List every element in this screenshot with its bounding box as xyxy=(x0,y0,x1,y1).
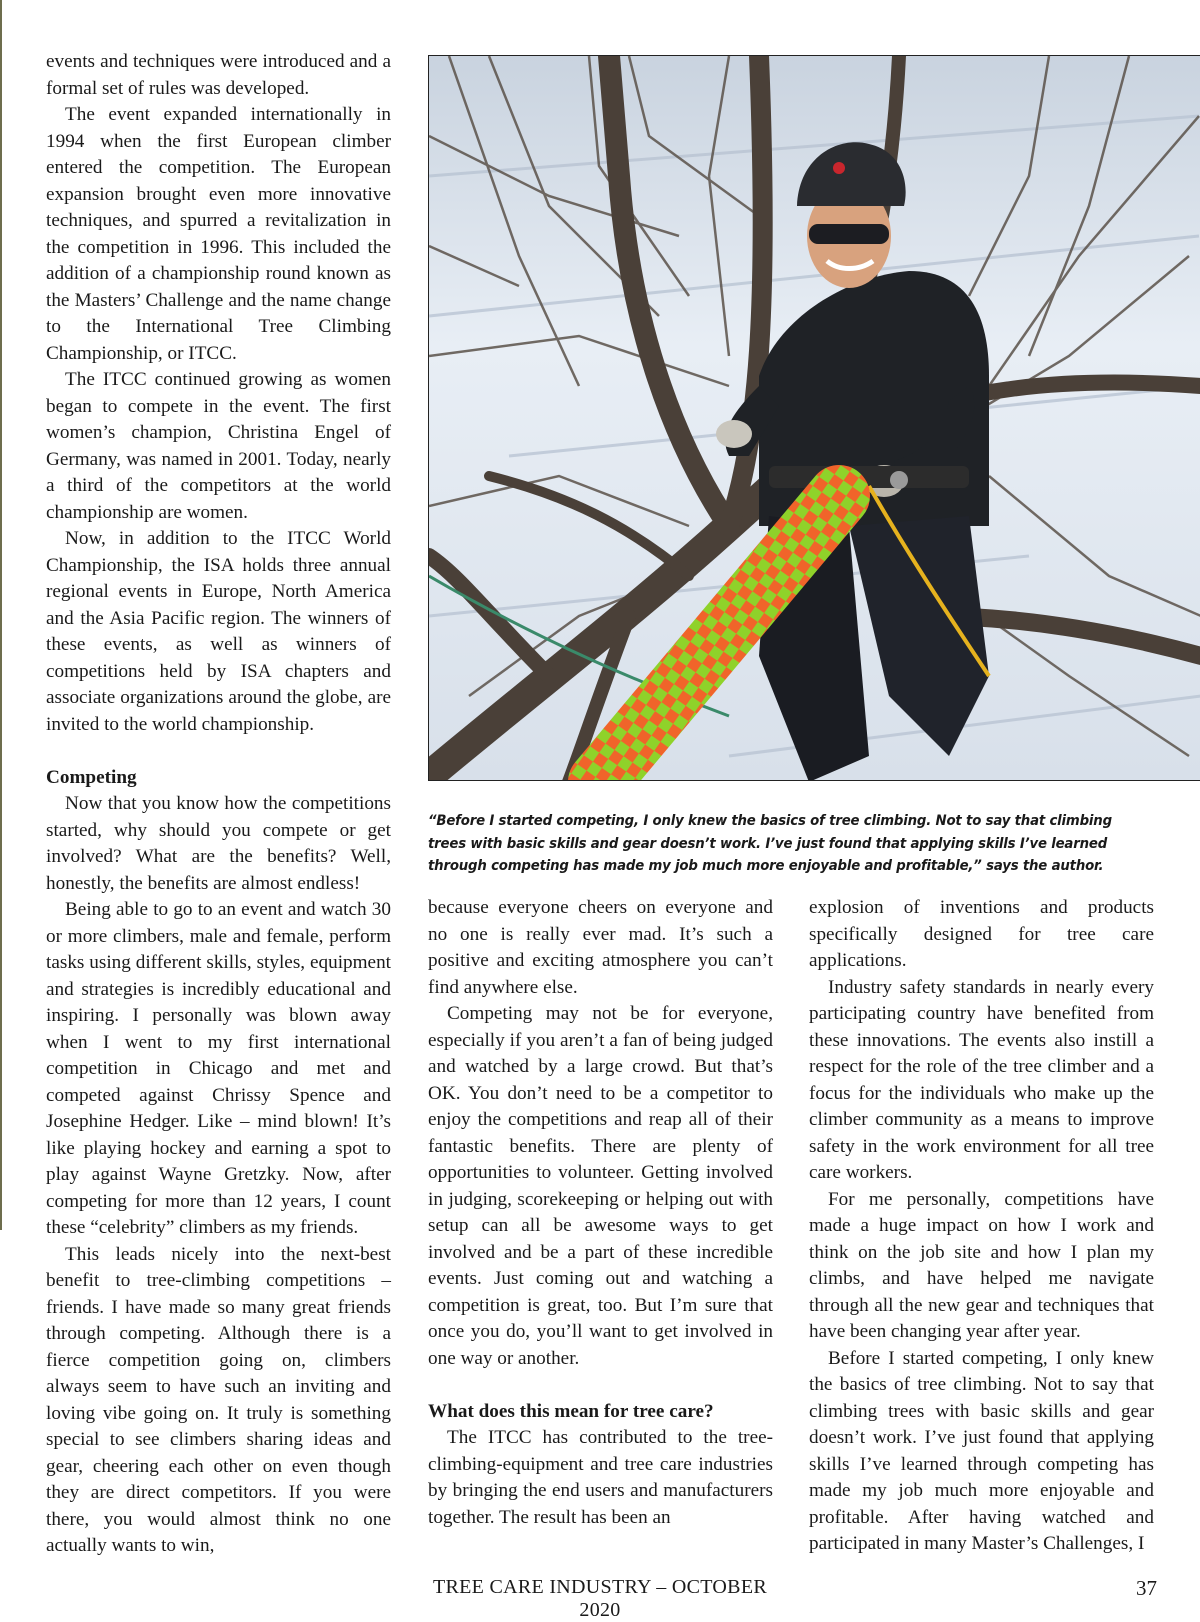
paragraph: Being able to go to an event and watch 30 or more climbers, male and female, perform tasks using different skills, styles, equipment and strategies is incredibly educational and inspiring. I personally was blown away when I went to my first international competition in Chicago and met and competed against Chrissy Spence and Josephine Hedger. Like – mind blown! It’s like playing hockey and earning a spot to play against Wayne Gretzky. Now, after competing for more than 12 years, I count these “celebrity” climbers as my friends. xyxy=(46,899,391,1238)
section-heading-tree-care: What does this mean for tree care? xyxy=(428,1400,714,1422)
section-heading-competing: Competing xyxy=(46,766,137,788)
paragraph: This leads nicely into the next-best benefit to tree-climbing competitions – friends. I have made so many great friends through competing. Although there is a fierce competition going on, climbers always seem to have such an inviting and loving vibe going on. It truly is something special to see climbers sharing ideas and gear, cheering each other on even though they are direct competitors. If you were there, you would almost think no one actually wants to win, xyxy=(46,1243,391,1556)
paragraph: The ITCC continued growing as women began to compete in the event. The first women’s champion, Christina Engel of Germany, was named in 2001. Today, nearly a third of the competitors at the world championship are women. xyxy=(46,369,391,523)
paragraph: Now, in addition to the ITCC World Championship, the ISA holds three annual regional events in Europe, North America and the Asia Pacific region. The winners of these events, as well as winners of competitions held by ISA chapters and associate organizations around the globe, are invited to the world championship. xyxy=(46,528,391,735)
paragraph: because everyone cheers on everyone and no one is really ever mad. It’s such a positive and exciting atmosphere you can’t find anywhere else. xyxy=(428,897,773,998)
paragraph: Before I started competing, I only knew the basics of tree climbing. Not to say that climbing trees with basic skills and gear doesn’t work. I’ve just found that applying skills I’ve learned through competing has made my job much more enjoyable and profitable. After having watched and participated in many Master’s Challenges, I xyxy=(809,1347,1154,1554)
paragraph: Now that you know how the competitions started, why should you compete or get involved? What are the benefits? Well, honestly, the benefits are almost endless! xyxy=(46,793,391,894)
photo-caption: “Before I started competing, I only knew the basics of tree climbing. Not to say that climbing trees with basic skills and gear doesn’t work. I’ve just found that applying skills I’ve learned through competing has made my job much more enjoyable and profitable,” says the author. xyxy=(428,813,1112,874)
footer-publication-title: TREE CARE INDUSTRY – OCTOBER 2020 xyxy=(433,1576,767,1621)
paragraph: Industry safety standards in nearly every participating country have benefited from these innovations. The events also instill a respect for the role of the tree climber and a focus for the individuals who make up the climber community as a means to improve safety in the work environment for all tree care workers. xyxy=(809,976,1154,1183)
article-column-3 xyxy=(809,895,1154,1558)
climber-illustration xyxy=(429,56,1200,781)
page-number: 37 xyxy=(1136,1576,1157,1600)
climber-photo xyxy=(428,55,1200,781)
paragraph: The event expanded internationally in 1994 when the first European climber entered the competition. The European expansion brought even more innovative techniques, and spurred a revitalization in the competition in 1996. This included the addition of a championship round known as the Masters’ Challenge and the name change to the International Tree Climbing Championship, or ITCC. xyxy=(46,104,391,364)
page-edge-line xyxy=(0,0,2,1230)
paragraph: Competing may not be for everyone, especially if you aren’t a fan of being judged and watched by a large crowd. But that’s OK. You don’t need to be a competitor to enjoy the competitions and reap all of their fantastic benefits. There are plenty of opportunities to volunteer. Getting involved in judging, scorekeeping or helping out with setup can all be awesome ways to get involved and be a part of these incredible events. Just coming out and watching a competition is great, too. But I’m sure that once you do, you’ll want to get involved in one way or another. xyxy=(428,1003,773,1369)
paragraph: explosion of inventions and products specifically designed for tree care applications. xyxy=(809,897,1154,971)
article-column-2 xyxy=(428,895,773,1531)
article-column-1 xyxy=(46,49,391,1560)
paragraph: The ITCC has contributed to the tree-climbing-equipment and tree care industries by bringing the end users and manufacturers together. The result has been an xyxy=(428,1427,773,1528)
paragraph: For me personally, competitions have made a huge impact on how I work and think on the job site and how I plan my climbs, and have helped me navigate through all the new gear and techniques that have been changing year after year. xyxy=(809,1188,1154,1342)
paragraph: events and techniques were introduced and a formal set of rules was developed. xyxy=(46,51,391,99)
